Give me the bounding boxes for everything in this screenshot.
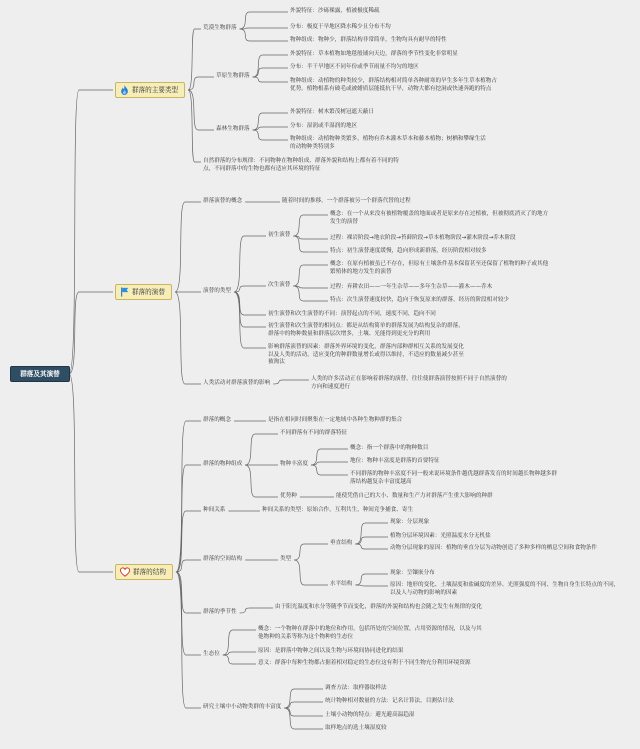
connector-line	[245, 465, 278, 497]
connector-line	[234, 292, 266, 327]
primary-concept: 概念：在一个从来没有被植物覆盖的地面或者是原来存在过植被，但被彻底消灭了的地方发生的演替	[330, 211, 549, 225]
connector-line	[175, 292, 201, 384]
composition-difference: 不同群落有不同的群落特征	[280, 430, 348, 436]
soil-fauna-traits: 土壤小动物的特点：避光避高温趋湿	[325, 712, 415, 718]
desert-species: 物种组成：物种少，群落结构非常简单，生物均具有耐旱的特性	[290, 37, 447, 43]
succession-concept: 群落演替的概念	[203, 198, 243, 204]
forest-appearance: 外貌特征：树木繁茂树冠遮天蔽日	[290, 109, 374, 115]
grassland-community: 草原生物群落	[216, 73, 250, 79]
topic-label: 群落的演替	[132, 288, 165, 296]
succession-kinds: 演替的类型	[203, 288, 231, 294]
plant-layering-factors: 植物分层环境因素：光照温度水分无机盐	[390, 533, 491, 539]
connector-line	[234, 286, 266, 292]
soil-fauna-research: 研究土壤中小动物类群的丰富度	[203, 704, 282, 710]
connector-line	[355, 585, 388, 586]
connector-line	[176, 572, 201, 708]
human-influence-text: 人类的许多活动正在影响着群落的演替，往往使群落演替按照不同于自然演替的方向和速度进行	[311, 376, 507, 390]
connector-line	[284, 708, 323, 716]
dominant-species-text: 能使凭借自己的大小、数量和生产力对群落产生重大影响的种群	[336, 493, 493, 499]
desert-appearance: 外貌特征：沙砾裸露，植被极度稀疏	[290, 8, 380, 14]
topic-community-types	[115, 82, 185, 98]
flag-icon	[120, 287, 129, 297]
connector-line	[223, 652, 256, 655]
connector-line	[240, 12, 288, 29]
richness-variation: 不同群落的物种丰富度不同一般来说环境条件越优越群落发育的时间越长物种越多群落结构越复杂丰富度越高	[350, 471, 557, 485]
connector-line	[253, 77, 288, 82]
connector-line	[293, 265, 328, 286]
secondary-feature: 特点：次生演替速度较快，趋向于恢复原来的群落，经历的阶段相对较少	[330, 297, 510, 303]
connector-line	[234, 236, 266, 292]
connector-line	[311, 462, 348, 465]
connector-line	[245, 434, 278, 465]
niche-cause: 原因：是群落中物种之间以及生物与环境间协同进化的结果	[258, 648, 404, 654]
primary-succession: 初生演替	[268, 232, 291, 238]
heart-icon	[120, 567, 130, 577]
secondary-concept: 概念：在原有植被虽已不存在，但原有土壤条件基本保留甚至还保留了植物的种子或其他繁殖体的地方发生的演替	[330, 261, 549, 275]
connector-line	[293, 236, 328, 239]
human-influence: 人类活动对群落演替的影响	[203, 380, 271, 386]
succession-difference: 初生演替和次生演替的不同：演替起点的不同，速度不同，趋向不同	[268, 311, 436, 317]
connector-line	[293, 286, 328, 288]
connector-line	[355, 544, 388, 549]
connector-line	[293, 236, 328, 252]
connector-line	[240, 608, 273, 613]
primary-feature: 特点：初生演替速度缓慢，趋向形成新群落，经历阶段相对较多	[330, 248, 487, 254]
root-node: 群落及其演替	[10, 366, 70, 382]
succession-concept-text: 随着时间的推移，一个群落被另一个群落代替的过程	[282, 198, 411, 204]
vertical-structure: 垂直结构	[330, 540, 353, 546]
connector-line	[240, 29, 288, 41]
spatial-types: 类型	[280, 556, 292, 562]
soil-sampling-site: 取样地点的选土壤湿度较	[325, 725, 387, 731]
topic-succession	[115, 284, 172, 300]
seasonality-text: 由于阳光温度和水分等随季节而变化，群落的外貌和结构也会随之发生有规律的变化	[275, 604, 482, 610]
forest-distribution: 分布：湿润或半湿润的地区	[290, 123, 358, 129]
soil-counting-method: 统计物种相对数量的方法：记名计算法，目测估计法	[325, 698, 454, 704]
species-richness: 物种丰富度	[280, 461, 308, 467]
connector-line	[188, 29, 201, 90]
desert-community: 荒漠生物群落	[203, 25, 237, 31]
connector-line	[223, 630, 256, 655]
desert-distribution: 分布：极度干旱地区降水稀少且分布不均	[290, 24, 391, 30]
connector-line	[188, 77, 214, 90]
ecological-niche: 生态位	[203, 651, 220, 657]
niche-concept: 概念：一个物种在群落中的地位和作用，包括所处的空间位置，占用资源的情况，以及与其他物种的关系等称为这个物种的生态位	[258, 626, 482, 640]
secondary-process: 过程：弃耕农田——一年生杂草——多年生杂草——灌木——乔木	[330, 284, 493, 290]
connector-line	[273, 380, 309, 384]
horizontal-phenomenon: 现象：呈镶嵌分布	[390, 570, 435, 576]
connector-line	[253, 113, 288, 130]
spatial-structure: 群落的空间结构	[203, 556, 243, 562]
connector-line	[294, 544, 328, 560]
interspecific-relations-text: 种间关系的类型：原始合作，互利共生，种间竞争捕食、寄生	[262, 507, 414, 513]
grassland-species: 物种组成：动植物的种类较少，群落结构相对简单各种耐寒的旱生多年生草本植物占优势。植物根系有破毛或被蜡质层能抵抗干旱，动物大都有挖洞或快速奔跑的特点	[290, 78, 497, 92]
connector-line	[240, 28, 288, 29]
forest-species: 物种组成：动植物种类繁多，植物有乔木灌木草本和藤本植物；树栖和攀缘生活的动物种类特别多	[290, 136, 486, 150]
connector-line	[69, 374, 113, 572]
horizontal-reason: 原因：地形的变化、土壤湿度和盐碱度的差异、光照强度的不同、生物自身生长特点的不同，以及人与动物的影响的因素	[390, 582, 620, 596]
richness-concept: 概念：指一个群落中的物种数目	[350, 445, 429, 451]
connector-line	[234, 292, 266, 348]
flame-icon	[120, 85, 129, 95]
primary-process: 过程：裸岩阶段→地衣阶段→苔藓阶段→草本植物阶段→灌木阶段→乔木阶段	[330, 235, 516, 241]
niche-significance: 意义：群落中每种生物都占据着相对稳定的生态位这有利于不同生物充分利用环境资源	[258, 660, 471, 666]
species-composition: 群落的物种组成	[203, 461, 243, 467]
connector-line	[253, 130, 288, 140]
vertical-phenomenon: 现象：分层现象	[390, 519, 430, 525]
grassland-distribution: 分布：半干旱地区不同年份或季节雨量不均匀的地区	[290, 64, 419, 70]
distribution-rule: 自然群落的分布规律：不同物种在物种组成、群落外貌和结构上都有着不同的特点，不同群落中的生物也都有适应其环境的特征	[203, 158, 399, 172]
topic-structure	[115, 564, 173, 580]
connector-line	[284, 702, 323, 708]
connector-line	[188, 90, 201, 162]
connector-line	[176, 421, 201, 572]
community-concept-text: 是指在相同时间聚集在一定地域中各种生物种群的集合	[268, 417, 403, 423]
succession-similarity: 初生演替和次生演替的相同点：都是从结构简单的群落发展为结构复杂的群落，群落中的物种数量和群落层次增多，土壤、光能得到更充分的利用	[268, 323, 464, 337]
connector-line	[223, 655, 256, 664]
topic-label: 群落的结构	[133, 568, 166, 576]
connector-line	[69, 292, 113, 374]
connector-line	[355, 523, 388, 544]
richness-status: 地位：物种丰富度是群落的首要特征	[350, 458, 440, 464]
connector-line	[175, 202, 201, 292]
forest-community: 森林生物群落	[216, 126, 250, 132]
seasonality: 群落的季节性	[203, 609, 237, 615]
community-concept: 群落的概念	[203, 417, 231, 423]
soil-survey-method: 调查方法：取样器取样法	[325, 685, 387, 691]
interspecific-relations: 种间关系	[203, 507, 226, 513]
dominant-species: 优势种	[280, 493, 297, 499]
topic-label: 群落的主要类型	[132, 86, 179, 94]
connector-line	[293, 215, 328, 236]
connector-line	[294, 560, 328, 585]
connector-line	[355, 574, 388, 585]
animal-layering-reason: 动物分层现象的原因：植物的垂直分层为动物创造了多种多样的栖息空间和食物条件	[390, 545, 597, 551]
connector-line	[311, 465, 348, 475]
succession-factors: 影响群落演替的因素：群落外界环境的变化，群落内部种群相互关系的发展变化以及人类的活动，适应变化的种群数量增长或得以维持，不适应的数量减少甚至被淘汰	[268, 344, 464, 366]
connector-line	[253, 127, 288, 130]
connector-line	[176, 465, 201, 572]
connector-line	[311, 449, 348, 465]
grassland-appearance: 外貌特征：草本植物如地毯般铺向天边，群落的季节性变化非常明显	[290, 51, 458, 57]
horizontal-structure: 水平结构	[330, 581, 353, 587]
secondary-succession: 次生演替	[268, 282, 291, 288]
connector-line	[69, 90, 113, 374]
